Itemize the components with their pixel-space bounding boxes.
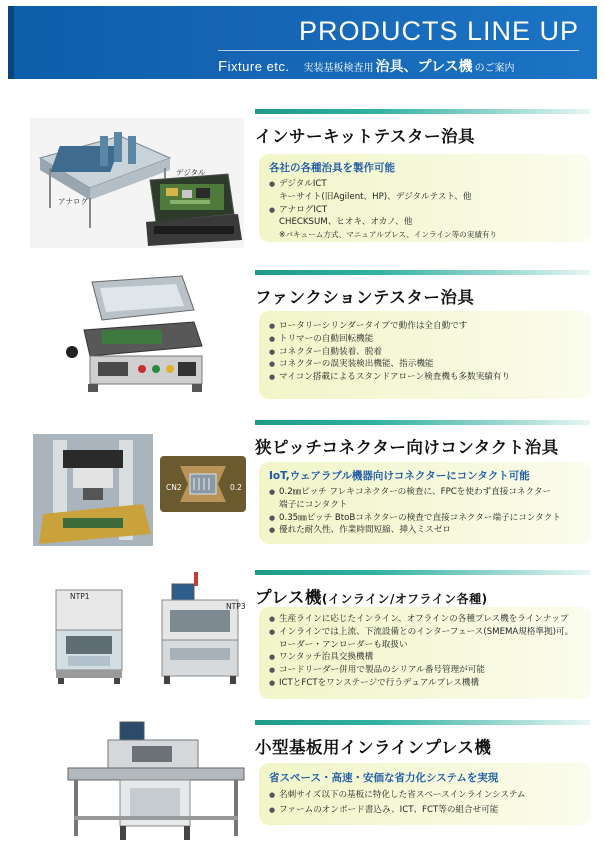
list-item: ● インラインでは上流、下流設備とのインターフェース(SMEMA規格準拠)可。: [269, 626, 581, 639]
list-item: ● 生産ラインに応じたインライン、オフラインの各種プレス機をラインナップ: [269, 613, 581, 626]
list-item: ● マイコン搭載によるスタンドアローン検査機も多数実績有り: [269, 371, 581, 384]
list-note: ※バキューム方式、マニュアルプレス、インライン等の実績有り: [279, 230, 498, 240]
header-banner: [8, 6, 597, 79]
contact-fixture-illustration: [33, 434, 153, 546]
contact-fixture-photo: [33, 434, 153, 546]
heading-bar: [255, 270, 590, 275]
section-heading-small: (インライン/オフライン各種): [321, 592, 488, 606]
function-tester-illustration: [62, 272, 212, 396]
photo-label-pitch: 0.2: [230, 483, 242, 492]
list-item: ● コネクターの誤実装検出機能、指示機能: [269, 358, 581, 371]
list-item: ● 0.2㎜ピッチ フレキコネクターの検査に、FPCを使わず直接コネクター: [269, 486, 581, 499]
feature-list: [269, 320, 581, 384]
subtitle-en-rest: ixture etc.: [227, 59, 290, 74]
photo-label-ntp3: NTP3: [226, 602, 246, 611]
subtitle-jp-3: のご案内: [474, 63, 515, 74]
heading-bar: [255, 109, 590, 114]
section-heading: [255, 584, 488, 608]
subtitle-en-initial: F: [218, 58, 228, 75]
photo-label-digital: デジタル: [176, 168, 206, 177]
section-lead: 各社の各種治具を製作可能: [269, 162, 395, 174]
feature-list: [269, 178, 581, 242]
function-tester-photo: [62, 272, 212, 396]
list-item: ● デジタルICT: [269, 178, 581, 191]
subtitle-jp-1: 実装基板検査用: [303, 63, 374, 74]
list-item: ● 名刺サイズ以下の基板に特化した省スペースインラインシステム: [269, 789, 581, 802]
section-heading: 小型基板用インラインプレス機: [255, 738, 492, 757]
list-item: ● ファームのオンボード書込み、ICT、FCT等の組合せ可能: [269, 804, 581, 817]
ict-fixture-photo: [30, 118, 244, 248]
list-item: ● ICTとFCTをワンステージで行うデュアルプレス機構: [269, 677, 581, 690]
list-item: 端子にコンタクト: [279, 499, 348, 510]
feature-panel: [259, 763, 591, 825]
list-item: キーサイト(旧Agilent、HP)、デジタルテスト、他: [279, 191, 472, 202]
list-item: ● ロータリーシリンダータイプで動作は全自動です: [269, 320, 581, 333]
feature-panel: [259, 462, 591, 544]
page-title: PRODUCTS LINE UP: [298, 16, 579, 46]
inline-press-photo: [60, 720, 250, 848]
list-item: ● ワンタッチ治具交換機構: [269, 651, 581, 664]
feature-list: [269, 486, 581, 537]
list-item: ローダー・アンローダーも取扱い: [279, 639, 408, 650]
list-item: ● トリマーの自動回転機能: [269, 333, 581, 346]
press-ntp3-photo: [152, 570, 250, 688]
section-heading-main: プレス機: [255, 588, 322, 607]
photo-label-cn2: CN2: [166, 483, 182, 492]
feature-panel: [259, 607, 591, 699]
banner-divider: [218, 50, 579, 51]
inline-press-illustration: [60, 720, 250, 848]
banner-edge: [8, 6, 14, 79]
section-lead: 省スペース・高速・安価な省力化システムを実現: [269, 772, 499, 784]
heading-bar: [255, 720, 590, 725]
list-item: ● 優れた耐久性、作業時間短縮、挿入ミスゼロ: [269, 524, 581, 537]
list-item: ● コネクター自動装着、脱着: [269, 346, 581, 359]
heading-bar: [255, 570, 590, 575]
list-item: ● 0.35㎜ピッチ BtoBコネクターの検査で直接コネクター端子にコンタクト: [269, 512, 581, 525]
feature-panel: [259, 154, 591, 242]
photo-label-analog: アナログ: [58, 197, 88, 206]
feature-list: [269, 613, 581, 690]
feature-list: [269, 789, 581, 817]
section-heading: ファンクションテスター治具: [255, 288, 475, 307]
feature-panel: [259, 311, 591, 399]
photo-label-ntp1: NTP1: [70, 592, 90, 601]
heading-bar: [255, 420, 590, 425]
banner-subtitle: [218, 56, 583, 76]
subtitle-jp-2: 治具、プレス機: [375, 59, 473, 75]
subtitle-en: [218, 58, 290, 75]
section-heading: 狭ピッチコネクター向けコンタクト治具: [255, 438, 559, 457]
section-heading: インサーキットテスター治具: [255, 127, 476, 146]
press-ntp3-illustration: [152, 570, 250, 688]
list-item: ● アナログICT: [269, 204, 581, 217]
ict-fixture-illustration: [30, 118, 244, 248]
list-item: CHECKSUM、ヒオキ、オカノ、他: [279, 217, 413, 228]
list-item: ● コードリーダー併用で製品のシリアル番号管理が可能: [269, 664, 581, 677]
section-lead: IoT,ウェアラブル機器向けコネクターにコンタクト可能: [269, 470, 530, 482]
